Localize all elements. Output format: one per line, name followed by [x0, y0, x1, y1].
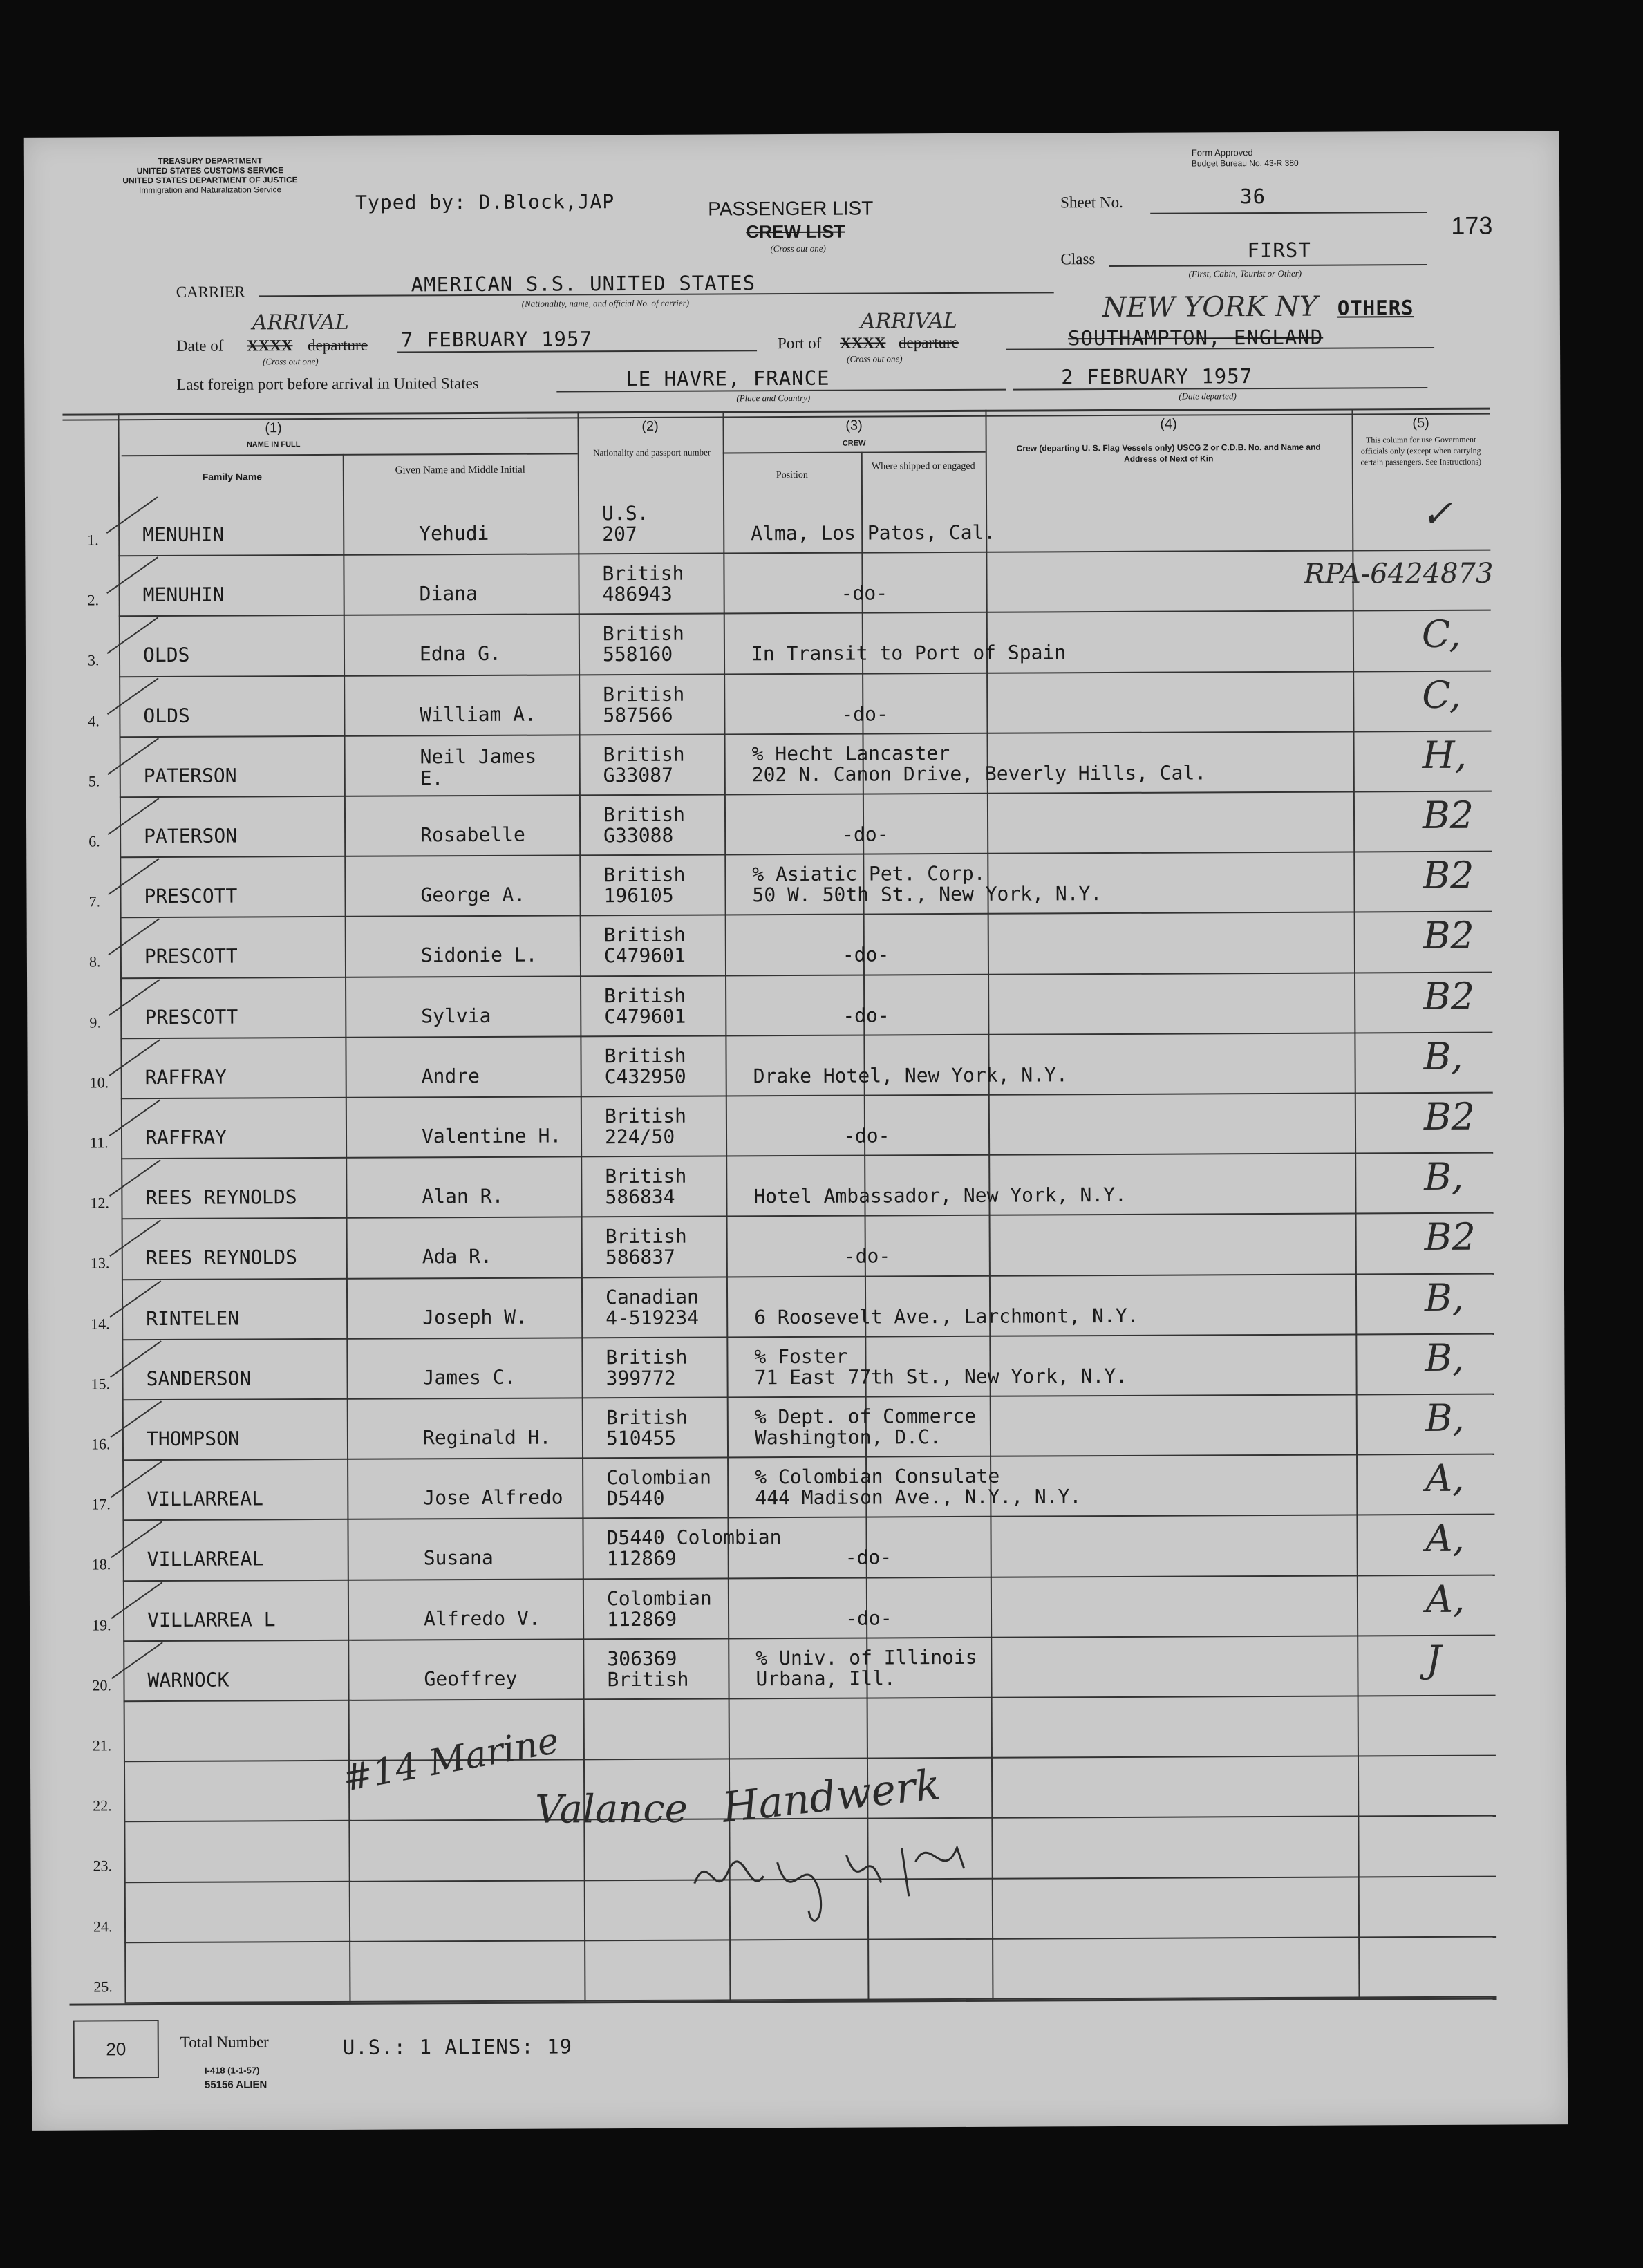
family-name: PRESCOTT	[144, 944, 238, 968]
given-name: Sylvia	[421, 1004, 491, 1027]
family-name: REES REYNOLDS	[145, 1246, 298, 1270]
table-row	[30, 1575, 1566, 1642]
given-name: William A.	[420, 702, 537, 726]
nationality-line-1: British	[603, 863, 686, 887]
govt-mark: A,	[1425, 1517, 1465, 1561]
given-name: Susana	[423, 1546, 494, 1570]
given-name: Neil James E.	[420, 744, 537, 790]
address-line-1: % Dept. of Commerce	[754, 1404, 977, 1429]
passenger-list-form	[24, 131, 1568, 2131]
port-value: SOUTHAMPTON, ENGLAND	[1067, 325, 1324, 350]
passport-number: 510455	[605, 1426, 677, 1450]
nationality-line-1: British	[603, 682, 685, 706]
nationality-line-1: British	[602, 561, 684, 585]
port-others: OTHERS	[1337, 296, 1414, 320]
govt-mark: B2	[1424, 1215, 1476, 1259]
address-line-2: 71 East 77th St., New York, N.Y.	[754, 1364, 1128, 1389]
nationality-header: Nationality and passport number	[593, 447, 711, 458]
total-label: Total Number	[180, 2033, 269, 2051]
signature-scribble	[680, 1820, 999, 1925]
handwritten-note-2: Valance	[535, 1786, 688, 1833]
passport-number: C432950	[604, 1065, 686, 1089]
given-name: Diana	[419, 582, 478, 606]
class-value: FIRST	[1247, 238, 1311, 263]
row-number: 24.	[93, 1917, 113, 1936]
passport-number: 196105	[603, 883, 674, 908]
nationality-line-1: British	[605, 1345, 688, 1369]
family-name: THOMPSON	[146, 1427, 240, 1451]
row-number: 14.	[91, 1314, 110, 1333]
govt-mark: A,	[1425, 1456, 1465, 1501]
address-line-2: 444 Madison Ave., N.Y., N.Y.	[755, 1485, 1082, 1510]
row-number: 15.	[91, 1375, 111, 1393]
carrier-hint: (Nationality, name, and official No. of carrier)	[521, 297, 690, 309]
row-number: 12.	[90, 1194, 109, 1212]
passport-number: G33088	[603, 823, 674, 847]
port-departure: departure	[898, 333, 959, 352]
govt-mark: B2	[1423, 974, 1475, 1018]
passport-number: 586834	[605, 1185, 675, 1209]
address-line-2: -do-	[842, 943, 890, 967]
table-row	[28, 1214, 1564, 1281]
family-name: PATERSON	[143, 764, 237, 787]
carrier-label: CARRIER	[176, 283, 245, 301]
row-number: 1.	[87, 531, 99, 549]
passport-number: British	[607, 1667, 689, 1691]
nationality-line-1: British	[605, 1164, 687, 1188]
row-number: 17.	[91, 1495, 111, 1513]
table-row	[31, 1937, 1567, 2004]
form-title-struck: CREW LIST	[746, 221, 845, 243]
passport-number: 207	[602, 522, 637, 546]
family-name: MENUHIN	[142, 523, 225, 547]
table-row	[29, 1454, 1565, 1521]
table-row	[28, 1334, 1564, 1401]
given-name: Reginald H.	[422, 1425, 552, 1450]
date-departed: 2 FEBRUARY 1957	[1061, 364, 1253, 389]
nationality-line-1: British	[603, 924, 686, 947]
typed-by: Typed by: D.Block,JAP	[355, 190, 615, 214]
nationality-line-1: Colombian	[606, 1465, 711, 1490]
given-name: Ada R.	[422, 1245, 493, 1268]
address-line-2: -do-	[845, 1606, 892, 1630]
table-row	[29, 1515, 1565, 1582]
family-name: VILLARREAL	[147, 1547, 264, 1571]
address-line-1: % Asiatic Pet. Corp.	[752, 861, 986, 886]
total-box: 20	[73, 2020, 159, 2079]
table-row	[29, 1394, 1565, 1461]
page-number: 173	[1451, 211, 1493, 240]
col3-num: (3)	[845, 418, 863, 433]
row-number: 7.	[88, 892, 101, 910]
class-hint: (First, Cabin, Tourist or Other)	[1188, 268, 1302, 279]
given-name: George A.	[420, 883, 526, 907]
nationality-line-1: Canadian	[605, 1285, 699, 1309]
table-row	[30, 1696, 1566, 1763]
family-name-header: Family Name	[202, 471, 263, 482]
govt-mark: J	[1426, 1637, 1442, 1681]
address-line-2: -do-	[841, 581, 888, 605]
row-number: 20.	[92, 1676, 112, 1694]
govt-mark: B2	[1423, 914, 1474, 958]
given-name: Joseph W.	[422, 1305, 527, 1329]
nationality-line-1: British	[604, 1104, 686, 1128]
passport-number: 558160	[602, 643, 673, 666]
family-name: VILLARREA L	[147, 1607, 276, 1631]
row-number: 8.	[88, 953, 101, 971]
given-name: Sidonie L.	[420, 944, 538, 967]
crew-header: CREW	[842, 439, 866, 448]
govt-mark: B2	[1422, 793, 1474, 838]
family-name: PRESCOTT	[144, 884, 238, 908]
govt-mark: C,	[1421, 612, 1461, 657]
row-number: 3.	[87, 651, 100, 669]
passport-number: 112869	[607, 1607, 677, 1631]
position-header: Position	[776, 469, 808, 481]
sheet-number: 36	[1240, 185, 1266, 209]
date-departure: departure	[307, 336, 368, 355]
form-title: PASSENGER LIST	[708, 197, 874, 220]
where-shipped-header: Where shipped or engaged	[871, 460, 975, 472]
crew-address-header: Crew (departing U. S. Flag Vessels only) USCG Z or C.D.B. No. and Name and Address of Next of Kin	[1016, 442, 1321, 464]
handwritten-note-1: #14 Marine	[339, 1720, 563, 1800]
govt-mark: RPA-6424873	[1304, 557, 1494, 590]
passport-number: C479601	[604, 1004, 686, 1028]
sheet-label: Sheet No.	[1060, 193, 1123, 212]
date-handwritten: ARRIVAL	[252, 310, 349, 335]
name-in-full: NAME IN FULL	[246, 440, 301, 449]
passport-number: C479601	[603, 944, 686, 968]
table-row	[25, 490, 1561, 557]
row-number: 6.	[88, 832, 100, 850]
given-name: Alan R.	[422, 1185, 504, 1208]
address-line-1: % Foster	[754, 1344, 848, 1369]
agency-line-1: TREASURY DEPARTMENT	[158, 156, 263, 167]
nationality-line-1: British	[605, 1405, 688, 1430]
date-label: Date of	[176, 337, 224, 355]
family-name: REES REYNOLDS	[145, 1185, 297, 1210]
passport-number: 224/50	[604, 1125, 675, 1149]
row-number: 2.	[87, 591, 100, 609]
address-line-1: % Colombian Consulate	[755, 1464, 1000, 1489]
table-row	[26, 852, 1562, 919]
last-port-label: Last foreign port before arrival in United States	[176, 374, 479, 393]
date-value: 7 FEBRUARY 1957	[400, 327, 592, 352]
carrier-value: AMERICAN S.S. UNITED STATES	[411, 271, 756, 297]
family-name: OLDS	[142, 644, 190, 667]
passport-number: D5440	[606, 1487, 665, 1510]
row-number: 5.	[88, 772, 100, 790]
govt-mark: ✓	[1420, 491, 1453, 536]
address-line-2: -do-	[843, 1004, 890, 1027]
form-approved: Form Approved	[1191, 147, 1253, 158]
address-line-2: Alma, Los Patos, Cal.	[751, 521, 996, 545]
table-row	[27, 973, 1563, 1040]
table-row	[26, 611, 1561, 678]
class-label: Class	[1060, 250, 1096, 268]
address-line-2: -do-	[845, 1546, 892, 1570]
nationality-line-1: British	[604, 984, 686, 1007]
nationality-line-1: Colombian	[606, 1586, 712, 1610]
family-name: RINTELEN	[146, 1306, 240, 1330]
nationality-line-1: D5440 Colombian	[606, 1526, 782, 1550]
govt-mark: B,	[1423, 1034, 1463, 1078]
govt-mark: B,	[1425, 1396, 1465, 1441]
row-number: 23.	[93, 1857, 113, 1875]
family-name: MENUHIN	[142, 583, 225, 607]
table-row	[26, 731, 1562, 798]
address-line-1: % Hecht Lancaster	[751, 741, 950, 766]
title-cross-out: (Cross out one)	[770, 243, 826, 254]
given-name: Valentine H.	[421, 1124, 562, 1148]
table-row	[27, 1033, 1563, 1100]
port-label: Port of	[777, 334, 822, 353]
given-name: Andre	[421, 1064, 480, 1088]
given-name: Geoffrey	[424, 1667, 518, 1691]
nationality-line-1: British	[605, 1225, 687, 1248]
address-line-2: -do-	[843, 1124, 890, 1147]
port-cross-out: (Cross out one)	[847, 353, 903, 364]
address-line-2: -do-	[843, 1244, 891, 1268]
last-port-value: LE HAVRE, FRANCE	[626, 366, 830, 391]
row-number: 16.	[91, 1435, 111, 1453]
govt-mark: B,	[1424, 1275, 1465, 1320]
agency-line-3: UNITED STATES DEPARTMENT OF JUSTICE	[122, 175, 298, 186]
port-handwritten-value: NEW YORK NY	[1102, 290, 1318, 324]
govt-mark: H,	[1422, 733, 1467, 777]
govt-mark: B2	[1423, 853, 1474, 898]
row-number: 9.	[89, 1013, 101, 1031]
row-number: 18.	[91, 1555, 111, 1573]
table-row	[25, 550, 1561, 617]
table-row	[26, 671, 1561, 738]
handwritten-note-3: Handwerk	[720, 1760, 943, 1833]
table-row	[28, 1093, 1564, 1160]
given-name: Edna G.	[419, 642, 502, 666]
family-name: RAFFRAY	[144, 1125, 227, 1150]
last-port-hint: (Place and Country)	[736, 392, 811, 404]
totals: U.S.: 1 ALIENS: 19	[342, 2034, 573, 2059]
govt-mark: B2	[1423, 1094, 1476, 1139]
address-line-2: 50 W. 50th St., New York, N.Y.	[752, 882, 1102, 907]
govt-column-header: This column for use Government officials only (except when carrying certain passengers. See Instructions)	[1360, 434, 1482, 467]
row-number: 10.	[89, 1074, 109, 1091]
family-name: PRESCOTT	[144, 1005, 238, 1029]
nationality-line-1: U.S.	[602, 501, 649, 525]
family-name: PATERSON	[144, 824, 238, 848]
row-number: 21.	[92, 1736, 112, 1754]
port-struck: XXXX	[839, 334, 886, 352]
given-name: Jose Alfredo	[423, 1486, 563, 1510]
govt-mark: B,	[1424, 1154, 1464, 1199]
given-name: Alfredo V.	[424, 1606, 541, 1630]
passport-number: 112869	[606, 1547, 677, 1571]
nationality-line-1: British	[603, 803, 686, 827]
family-name: VILLARREAL	[147, 1487, 263, 1511]
address-line-2: Drake Hotel, New York, N.Y.	[753, 1063, 1068, 1088]
agency-line-4: Immigration and Naturalization Service	[138, 185, 282, 196]
row-number: 25.	[93, 1978, 113, 1996]
row-number: 4.	[88, 711, 100, 730]
address-line-2: Washington, D.C.	[754, 1425, 941, 1450]
date-departed-hint: (Date departed)	[1179, 391, 1237, 402]
table-row	[30, 1636, 1566, 1703]
nationality-line-1: British	[603, 742, 685, 767]
given-name: James C.	[422, 1365, 516, 1389]
given-name-header: Given Name and Middle Initial	[395, 464, 525, 476]
passport-number: 399772	[605, 1366, 676, 1389]
family-name: OLDS	[143, 704, 190, 727]
address-line-2: 202 N. Canon Drive, Beverly Hills, Cal.	[751, 761, 1207, 787]
nationality-line-1: 306369	[607, 1647, 677, 1670]
address-line-2: Urbana, Ill.	[755, 1667, 896, 1691]
passport-number: 587566	[603, 703, 673, 727]
table-row	[27, 912, 1563, 980]
table-row	[28, 1274, 1564, 1341]
given-name: Rosabelle	[420, 823, 525, 847]
budget-bureau: Budget Bureau No. 43-R 380	[1191, 158, 1299, 169]
address-line-1: % Univ. of Illinois	[755, 1645, 977, 1670]
row-number: 22.	[93, 1797, 112, 1815]
nationality-line-1: British	[604, 1044, 686, 1068]
table-row	[28, 1153, 1564, 1220]
port-handwritten: ARRIVAL	[860, 308, 957, 334]
form-number: I-418 (1-1-57)	[204, 2065, 260, 2076]
address-line-2: Hotel Ambassador, New York, N.Y.	[753, 1183, 1127, 1208]
given-name: Yehudi	[419, 521, 489, 545]
col4-num: (4)	[1160, 416, 1177, 432]
col2-num: (2)	[641, 418, 659, 434]
passport-number: 586837	[605, 1246, 676, 1269]
govt-mark: C,	[1422, 673, 1461, 717]
date-cross-out: (Cross out one)	[263, 356, 319, 367]
alien-number: 55156 ALIEN	[204, 2079, 267, 2091]
agency-line-2: UNITED STATES CUSTOMS SERVICE	[136, 165, 284, 176]
passport-number: 4-519234	[605, 1306, 700, 1329]
col5-num: (5)	[1412, 415, 1429, 431]
row-number: 13.	[90, 1254, 110, 1272]
govt-mark: B,	[1425, 1336, 1465, 1380]
passport-number: 486943	[602, 582, 673, 606]
nationality-line-1: British	[602, 622, 684, 646]
address-line-2: -do-	[841, 702, 888, 726]
col1-num: (1)	[265, 420, 282, 436]
address-line-2: 6 Roosevelt Ave., Larchmont, N.Y.	[754, 1304, 1139, 1329]
table-row	[26, 791, 1562, 859]
govt-mark: A,	[1425, 1577, 1465, 1621]
family-name: RAFFRAY	[144, 1065, 227, 1089]
family-name: SANDERSON	[146, 1367, 252, 1390]
agency-block	[106, 156, 314, 195]
row-number: 11.	[90, 1134, 109, 1152]
address-line-2: In Transit to Port of Spain	[751, 641, 1067, 666]
date-struck: XXXX	[246, 337, 293, 355]
family-name: WARNOCK	[147, 1668, 229, 1691]
row-number: 19.	[92, 1615, 111, 1634]
passport-number: G33087	[603, 763, 673, 787]
address-line-2: -do-	[842, 823, 889, 846]
